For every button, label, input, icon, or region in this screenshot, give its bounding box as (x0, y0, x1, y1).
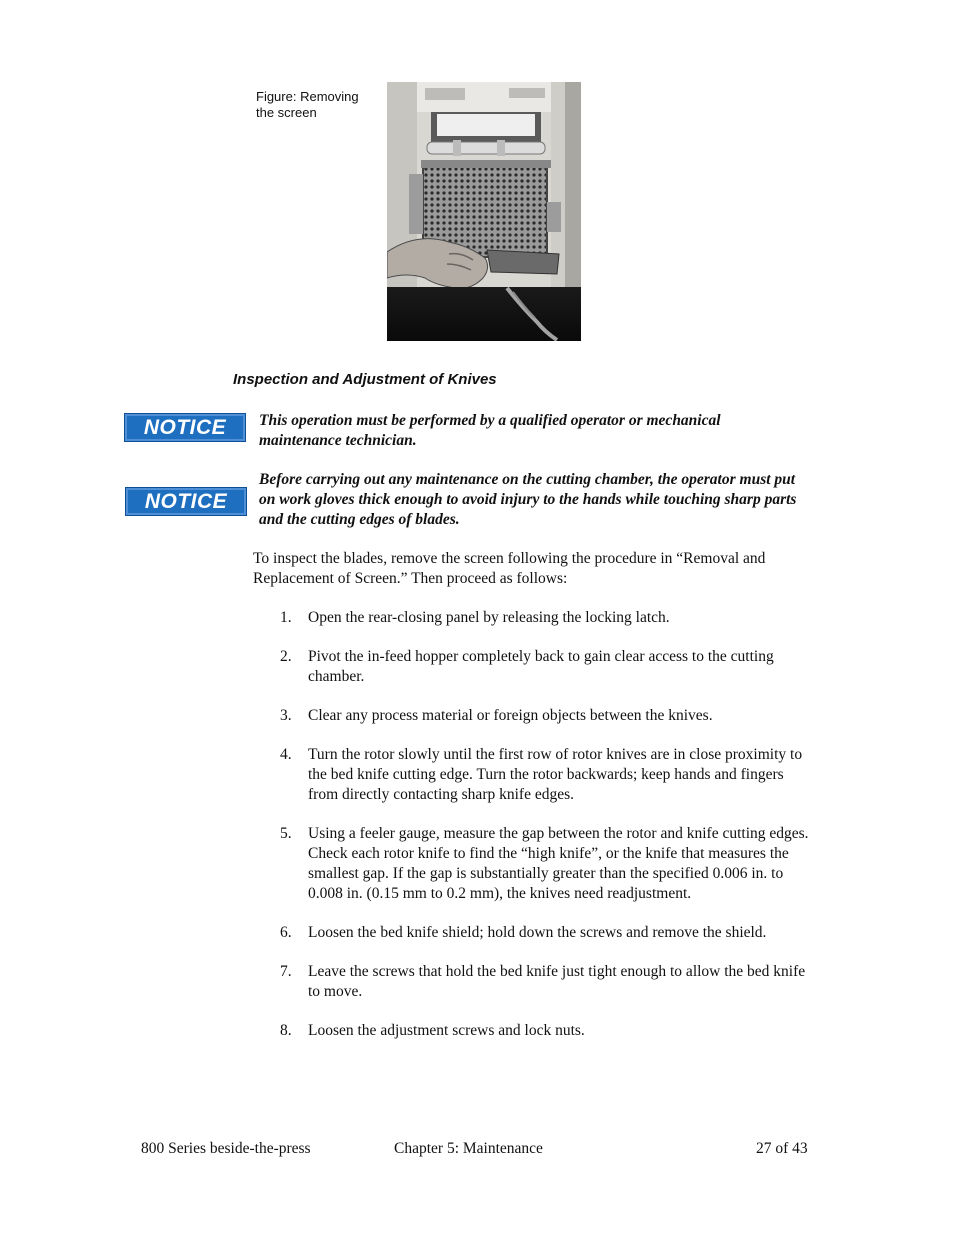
list-item (253, 962, 813, 1002)
step-number: 2. (280, 648, 292, 665)
notice-text: Before carrying out any maintenance on the cutting chamber, the operator must put on work gloves thick enough to avoid injury to the hands while touching sharp parts and the cutting edges of blades. (259, 471, 797, 528)
figure-caption: Figure: Removing the screen (256, 89, 359, 120)
step-number: 5. (280, 825, 292, 842)
step-number: 4. (280, 746, 292, 763)
step-text: Using a feeler gauge, measure the gap between the rotor and knife cutting edges. Check each rotor knife to find the “high knife”, or the knife that measures the smallest gap. If the gap is substantially greater than the specified 0.006 in. to 0.008 in. (0.15 mm to 0.2 mm), the knives need readjustment. (308, 825, 809, 902)
intro-paragraph: To inspect the blades, remove the screen following the procedure in “Removal and Replacement of Screen.” Then proceed as follows: (253, 550, 766, 587)
section-heading: Inspection and Adjustment of Knives (233, 371, 497, 388)
step-text: Turn the rotor slowly until the first row of rotor knives are in close proximity to the bed knife cutting edge. Turn the rotor backwards; keep hands and fingers from directly contacting sharp knife edges. (308, 746, 803, 803)
notice-text: This operation must be performed by a qualified operator or mechanical maintenance technician. (259, 412, 721, 449)
step-number: 1. (280, 609, 292, 626)
footer-document-title: 800 Series beside-the-press (141, 1140, 311, 1157)
procedure-steps (253, 608, 813, 1060)
list-item (253, 824, 813, 904)
step-text: Loosen the bed knife shield; hold down the screws and remove the shield. (308, 924, 767, 941)
step-number: 8. (280, 1022, 292, 1039)
step-number: 3. (280, 707, 292, 724)
footer-page-number: 27 of 43 (756, 1140, 808, 1157)
step-text: Open the rear-closing panel by releasing the locking latch. (308, 609, 670, 626)
list-item (253, 745, 813, 805)
step-text: Pivot the in-feed hopper completely back to gain clear access to the cutting chamber. (308, 648, 774, 685)
list-item (253, 1021, 813, 1041)
step-text: Leave the screws that hold the bed knife just tight enough to allow the bed knife to move. (308, 963, 806, 1000)
list-item (253, 647, 813, 687)
step-text: Clear any process material or foreign objects between the knives. (308, 707, 713, 724)
list-item (253, 608, 813, 628)
notice-badge: NOTICE (124, 413, 246, 442)
step-number: 7. (280, 963, 292, 980)
list-item (253, 706, 813, 726)
notice-badge: NOTICE (125, 487, 247, 516)
footer-chapter: Chapter 5: Maintenance (394, 1140, 543, 1157)
screen-removal-photo (387, 82, 581, 341)
step-number: 6. (280, 924, 292, 941)
step-text: Loosen the adjustment screws and lock nuts. (308, 1022, 585, 1039)
list-item (253, 923, 813, 943)
